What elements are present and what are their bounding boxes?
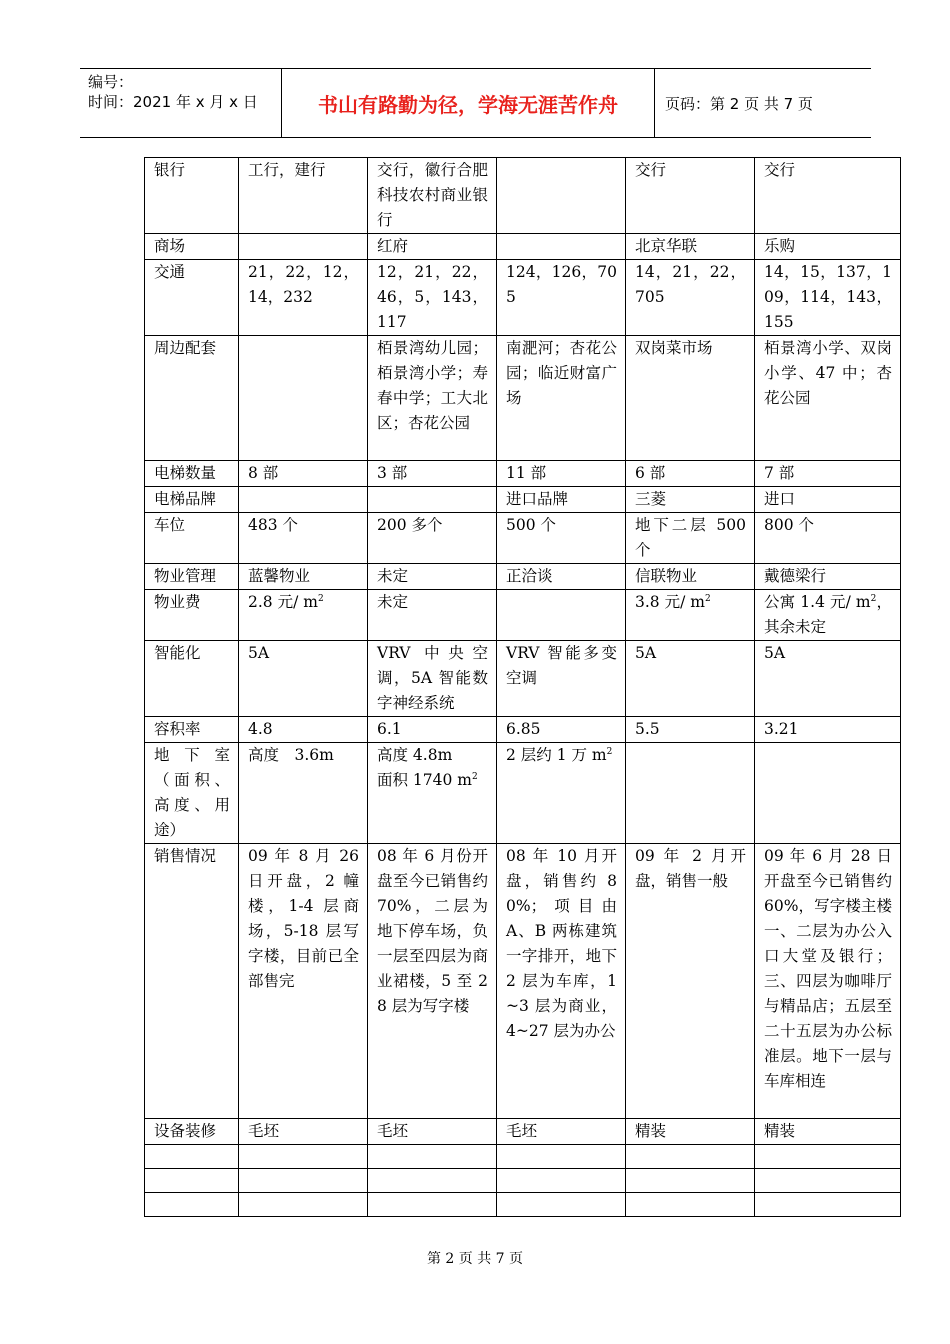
table-cell: 4.8 [239, 717, 368, 743]
table-cell: 蓝馨物业 [239, 564, 368, 590]
table-cell: 483 个 [239, 513, 368, 564]
table-cell: 交行 [626, 158, 755, 234]
property-comparison-table [144, 157, 901, 1217]
table-cell: 三菱 [626, 487, 755, 513]
table-cell: 124，126，705 [497, 260, 626, 336]
table-row [145, 234, 901, 260]
table-row [145, 1169, 901, 1193]
table-cell: 毛坯 [368, 1119, 497, 1145]
table-cell [626, 1169, 755, 1193]
row-header-cell: 设备装修 [145, 1119, 239, 1145]
table-row [145, 461, 901, 487]
table-cell: 公寓 1.4 元/ $m^2$，其余未定 [755, 590, 901, 641]
table-row [145, 1119, 901, 1145]
table-cell: 高度 4.8m 面积 1740 $m^2$ [368, 743, 497, 844]
table-cell: 进口品牌 [497, 487, 626, 513]
row-header-cell: 电梯数量 [145, 461, 239, 487]
table-cell: 6.1 [368, 717, 497, 743]
table-cell [497, 234, 626, 260]
table-cell: 未定 [368, 564, 497, 590]
table-cell [239, 1169, 368, 1193]
table-row [145, 260, 901, 336]
table-cell: 5A [239, 641, 368, 717]
table-cell [497, 1193, 626, 1217]
table-row [145, 564, 901, 590]
row-header-cell [145, 1169, 239, 1193]
header-page-label: 页码：第 2 页 共 7 页 [665, 94, 813, 113]
table-cell [626, 1145, 755, 1169]
row-header-cell: 地下室（面积、高度、用途） [145, 743, 239, 844]
table-cell: 信联物业 [626, 564, 755, 590]
table-cell [755, 1193, 901, 1217]
table-cell: 精装 [626, 1119, 755, 1145]
table-cell: 09 年 8 月 26 日开盘，2 幢楼，1-4 层商场，5-18 层写字楼，目前已全部售完 [239, 844, 368, 1119]
page-header [80, 68, 871, 138]
table-row [145, 487, 901, 513]
table-cell: 3.21 [755, 717, 901, 743]
table-cell: 北京华联 [626, 234, 755, 260]
table-cell: 高度 3.6m [239, 743, 368, 844]
table-cell: 6 部 [626, 461, 755, 487]
table-cell: 5A [626, 641, 755, 717]
table-row [145, 336, 901, 461]
table-body [145, 158, 901, 1217]
table-row [145, 844, 901, 1119]
table-cell: 08 年 6 月份开盘至今已销售约 70%，二层为地下停车场，负一层至四层为商业裙楼，5 至 28 层为写字楼 [368, 844, 497, 1119]
table-cell: 工行，建行 [239, 158, 368, 234]
table-cell: 交行 [755, 158, 901, 234]
row-header-cell: 商场 [145, 234, 239, 260]
table-cell: 毛坯 [239, 1119, 368, 1145]
table-row [145, 641, 901, 717]
row-header-cell: 物业费 [145, 590, 239, 641]
table-row [145, 513, 901, 564]
row-header-cell: 银行 [145, 158, 239, 234]
row-header-cell [145, 1193, 239, 1217]
table-cell [497, 1145, 626, 1169]
table-row [145, 158, 901, 234]
table-cell: 红府 [368, 234, 497, 260]
table-cell [755, 1169, 901, 1193]
table-cell: 14，21，22，705 [626, 260, 755, 336]
table-row [145, 1193, 901, 1217]
table-cell: 栢景湾小学、双岗小学、47 中；杏花公园 [755, 336, 901, 461]
table-row [145, 590, 901, 641]
header-meta [80, 69, 282, 137]
table-cell: 双岗菜市场 [626, 336, 755, 461]
table-cell: 未定 [368, 590, 497, 641]
table-cell: 进口 [755, 487, 901, 513]
table-cell: 5.5 [626, 717, 755, 743]
table-cell: 3 部 [368, 461, 497, 487]
table-cell: 800 个 [755, 513, 901, 564]
row-header-cell: 电梯品牌 [145, 487, 239, 513]
table-row [145, 717, 901, 743]
table-cell: 2 层约 1 万 $m^2$ [497, 743, 626, 844]
header-motto: 书山有路勤为径，学海无涯苦作舟 [282, 69, 655, 137]
table-cell: 戴德梁行 [755, 564, 901, 590]
table-cell: 500 个 [497, 513, 626, 564]
table-cell: 21，22，12，14，232 [239, 260, 368, 336]
table-cell: 精装 [755, 1119, 901, 1145]
table-cell: 7 部 [755, 461, 901, 487]
table-cell [755, 743, 901, 844]
table-cell: 正洽谈 [497, 564, 626, 590]
table-cell [626, 1193, 755, 1217]
table-cell [626, 743, 755, 844]
row-header-cell: 交通 [145, 260, 239, 336]
table-cell: 14，15，137，109，114，143，155 [755, 260, 901, 336]
table-cell [497, 590, 626, 641]
time-label: 时间：2021 年 x 月 x 日 [88, 93, 258, 111]
table-cell: 08 年 10 月开盘，销售约 80%；项目由 A、B 两栋建筑一字排开，地下 2 层为车库，1~3 层为商业，4~27 层为办公 [497, 844, 626, 1119]
row-header-cell [145, 1145, 239, 1169]
table-cell: 11 部 [497, 461, 626, 487]
table-cell: 地下二层 500 个 [626, 513, 755, 564]
table-cell: 09 年 2 月开盘，销售一般 [626, 844, 755, 1119]
table-cell [368, 1145, 497, 1169]
table-cell [368, 1193, 497, 1217]
table-cell [368, 1169, 497, 1193]
table-cell: 6.85 [497, 717, 626, 743]
row-header-cell: 智能化 [145, 641, 239, 717]
table-cell: 12，21，22，46，5，143，117 [368, 260, 497, 336]
table-cell [239, 487, 368, 513]
table-cell: 5A [755, 641, 901, 717]
row-header-cell: 周边配套 [145, 336, 239, 461]
table-cell: 乐购 [755, 234, 901, 260]
table-cell [239, 1145, 368, 1169]
table-cell [368, 487, 497, 513]
table-cell [239, 336, 368, 461]
table-cell: 8 部 [239, 461, 368, 487]
table-row [145, 1145, 901, 1169]
table-cell: 南淝河；杏花公园；临近财富广场 [497, 336, 626, 461]
table-cell [239, 234, 368, 260]
table-cell: 200 多个 [368, 513, 497, 564]
row-header-cell: 容积率 [145, 717, 239, 743]
row-header-cell: 物业管理 [145, 564, 239, 590]
table-cell: 栢景湾幼儿园；栢景湾小学；寿春中学；工大北区；杏花公园 [368, 336, 497, 461]
table-row [145, 743, 901, 844]
number-label: 编号： [88, 73, 134, 91]
row-header-cell: 销售情况 [145, 844, 239, 1119]
table-cell: 毛坯 [497, 1119, 626, 1145]
table-cell [755, 1145, 901, 1169]
table-cell [239, 1193, 368, 1217]
page-footer: 第 2 页 共 7 页 [426, 1251, 524, 1267]
row-header-cell: 车位 [145, 513, 239, 564]
table-cell [497, 158, 626, 234]
table-cell: 交行，徽行合肥科技农村商业银行 [368, 158, 497, 234]
table-cell: 2.8 元/ $m^2$ [239, 590, 368, 641]
table-cell: VRV 中央空调，5A 智能数字神经系统 [368, 641, 497, 717]
table-cell [497, 1169, 626, 1193]
table-cell: 3.8 元/ $m^2$ [626, 590, 755, 641]
table-cell: 09 年 6 月 28 日开盘至今已销售约 60%，写字楼主楼一、二层为办公入口大堂及银行；三、四层为咖啡厅与精品店；五层至二十五层为办公标准层。地下一层与车库相连 [755, 844, 901, 1119]
table-cell: VRV 智能多变空调 [497, 641, 626, 717]
